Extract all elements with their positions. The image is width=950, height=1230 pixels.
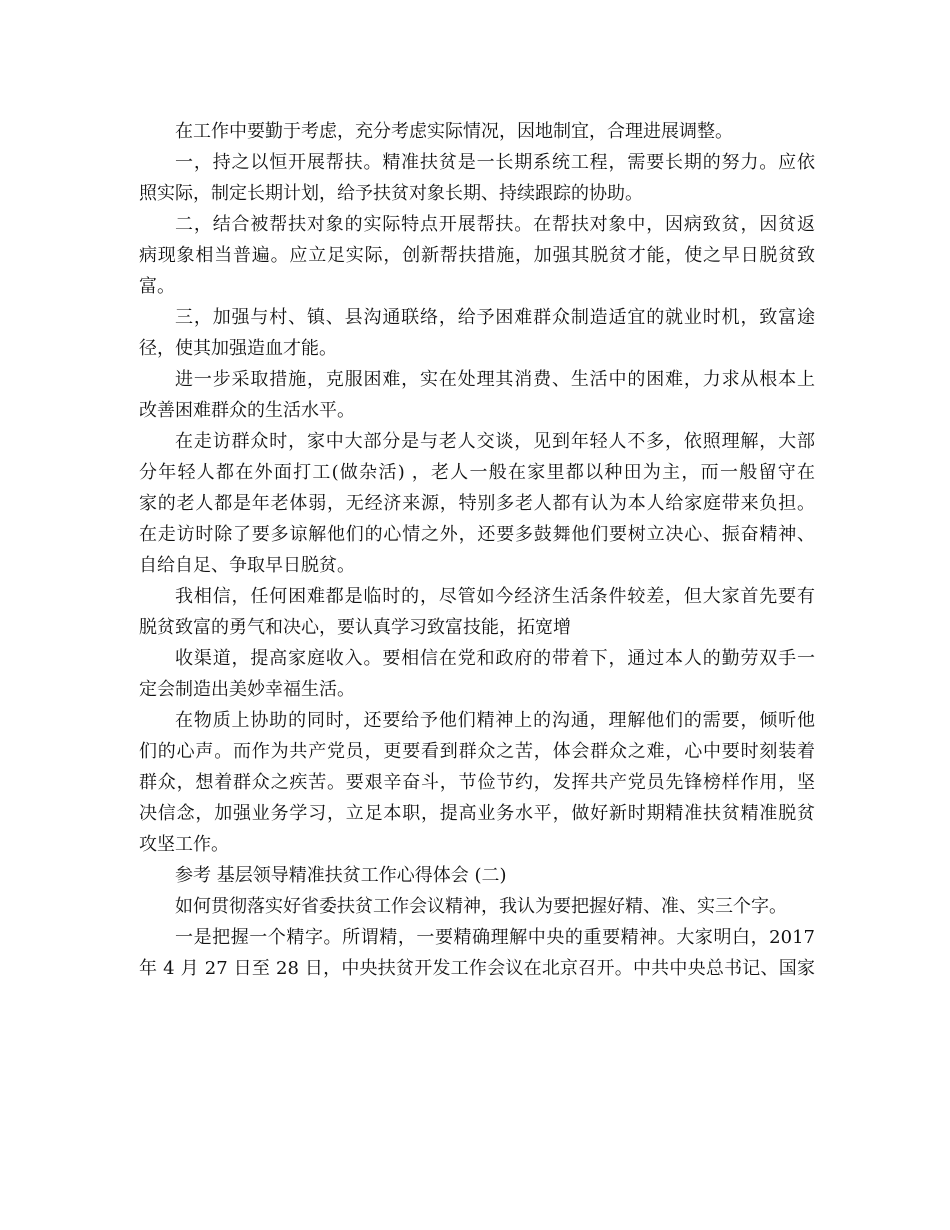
- text-line: 在走访时除了要多谅解他们的心情之外，还要多鼓舞他们要树立决心、振奋精神、: [139, 524, 815, 545]
- text-line: 一是把握一个精字。所谓精，一要精确理解中央的重要精神。大家明白，2017: [175, 927, 815, 948]
- text-line: 在走访群众时，家中大部分是与老人交谈，见到年轻人不多，依照理解，大部: [175, 431, 815, 452]
- text-line: 二，结合被帮扶对象的实际特点开展帮扶。在帮扶对象中，因病致贫，因贫返: [175, 214, 815, 235]
- text-line: 群众，想着群众之疾苦。要艰辛奋斗，节俭节约，发挥共产党员先锋榜样作用，坚: [139, 772, 815, 793]
- text-line: 我相信，任何困难都是临时的，尽管如今经济生活条件较差，但大家首先要有: [175, 586, 815, 607]
- text-line: 分年轻人都在外面打工(做杂活) ，老人一般在家里都以种田为主，而一般留守在: [139, 462, 815, 483]
- document-body: [139, 116, 815, 984]
- text-line: 在工作中要勤于考虑，充分考虑实际情况，因地制宜，合理进展调整。: [175, 121, 733, 142]
- text-line: 攻坚工作。: [139, 834, 229, 855]
- text-line: 收渠道，提高家庭收入。要相信在党和政府的带着下，通过本人的勤劳双手一: [175, 648, 815, 669]
- text-line: 在物质上协助的同时，还要给予他们精神上的沟通，理解他们的需要，倾听他: [175, 710, 815, 731]
- text-line: 决信念，加强业务学习，立足本职，提高业务水平，做好新时期精准扶贫精准脱贫: [139, 803, 815, 824]
- text-line: 照实际，制定长期计划，给予扶贫对象长期、持续跟踪的协助。: [139, 183, 643, 204]
- text-line: 径，使其加强造血才能。: [139, 338, 337, 359]
- text-line: 三，加强与村、镇、县沟通联络，给予困难群众制造适宜的就业时机，致富途: [175, 307, 815, 328]
- text-line: 富。: [139, 276, 175, 297]
- text-line: 进一步采取措施，克服困难，实在处理其消费、生活中的困难，力求从根本上: [175, 369, 815, 390]
- text-line: 年 4 月 27 日至 28 日，中央扶贫开发工作会议在北京召开。中共中央总书记、国家: [139, 958, 815, 979]
- text-line: 家的老人都是年老体弱，无经济来源，特别多老人都有认为本人给家庭带来负担。: [139, 493, 815, 514]
- text-line: 改善困难群众的生活水平。: [139, 400, 355, 421]
- text-line: 一，持之以恒开展帮扶。精准扶贫是一长期系统工程，需要长期的努力。应依: [175, 152, 815, 173]
- text-line: 定会制造出美妙幸福生活。: [139, 679, 355, 700]
- text-line: 自给自足、争取早日脱贫。: [139, 555, 355, 576]
- section-heading: 参考 基层领导精准扶贫工作心得体会 (二): [175, 865, 507, 886]
- text-line: 病现象相当普遍。应立足实际，创新帮扶措施，加强其脱贫才能，使之早日脱贫致: [139, 245, 815, 266]
- text-line: 脱贫致富的勇气和决心，要认真学习致富技能，拓宽增: [139, 617, 571, 638]
- text-line: 们的心声。而作为共产党员，更要看到群众之苦，体会群众之难，心中要时刻装着: [139, 741, 815, 762]
- text-line: 如何贯彻落实好省委扶贫工作会议精神，我认为要把握好精、准、实三个字。: [175, 896, 787, 917]
